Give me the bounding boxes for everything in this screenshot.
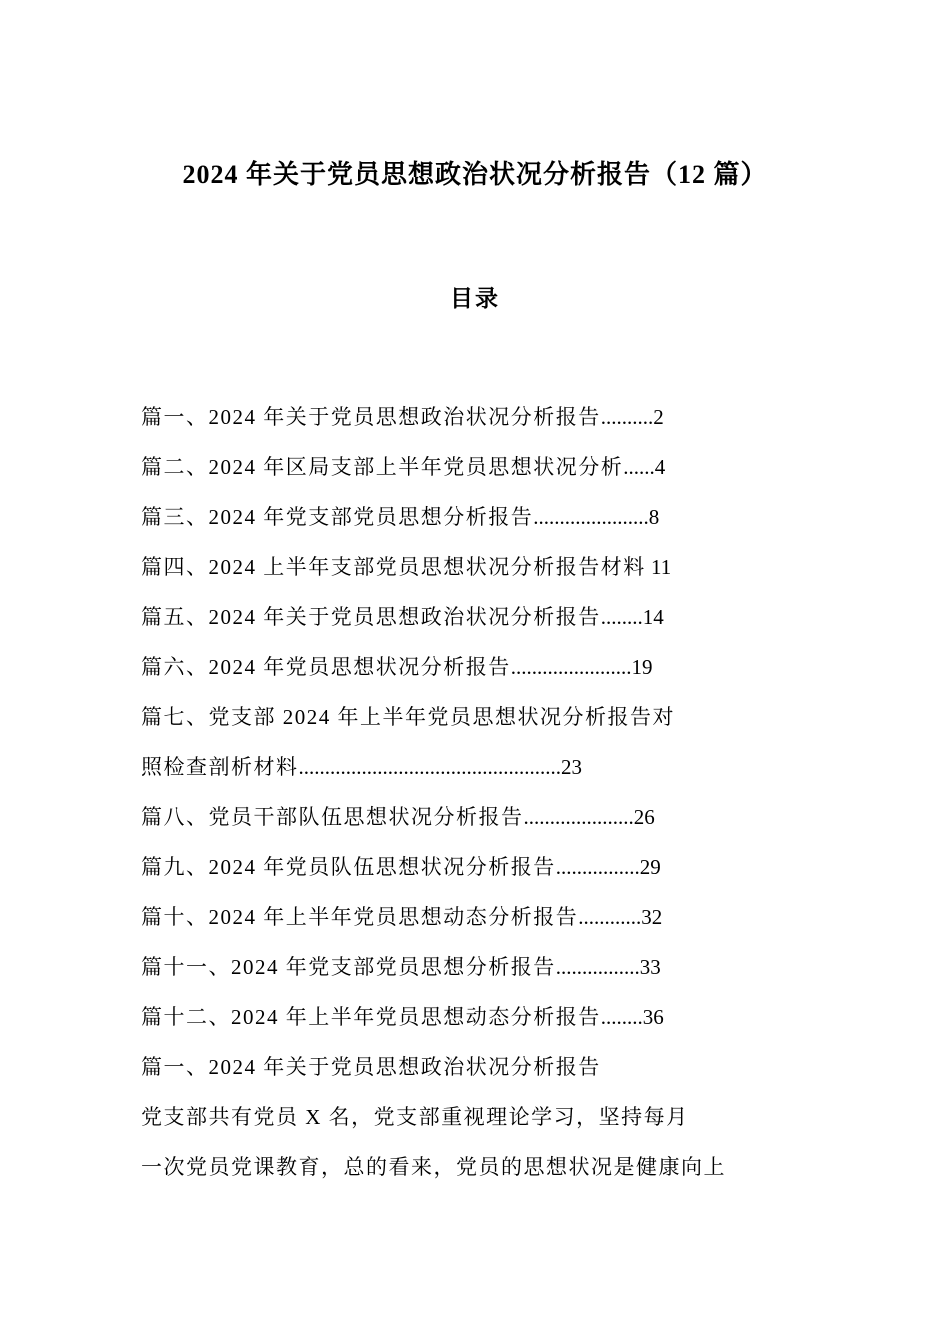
toc-entry[interactable] bbox=[141, 792, 831, 842]
document-title: 2024 年关于党员思想政治状况分析报告（12 篇） bbox=[182, 160, 768, 189]
toc-entry-page: 2 bbox=[653, 405, 664, 429]
toc-entry[interactable] bbox=[141, 442, 831, 492]
toc-entry-label: 篇十、2024 年上半年党员思想动态分析报告 bbox=[141, 905, 579, 929]
toc-heading: 目录 bbox=[450, 286, 500, 311]
toc-entry-page: 8 bbox=[648, 505, 660, 529]
toc-entry-leader: ...... bbox=[623, 455, 655, 479]
toc-entry-page: 26 bbox=[633, 805, 655, 829]
toc-entry-label: 篇一、2024 年关于党员思想政治状况分析报告 bbox=[141, 405, 601, 429]
toc-entry-leader: ................ bbox=[555, 855, 640, 879]
toc-entry[interactable] bbox=[141, 742, 831, 792]
toc-entry[interactable] bbox=[141, 992, 831, 1042]
toc-entry[interactable] bbox=[141, 492, 831, 542]
toc-entry-leader: .......... bbox=[600, 405, 654, 429]
toc-entry[interactable] bbox=[141, 392, 831, 442]
toc-entry-label: 篇十二、2024 年上半年党员思想动态分析报告 bbox=[141, 1005, 601, 1029]
toc-entry-leader: ........ bbox=[600, 605, 643, 629]
toc-entry-label: 篇四、2024 上半年支部党员思想状况分析报告材料 bbox=[141, 555, 646, 579]
toc-entry[interactable] bbox=[141, 542, 831, 592]
toc-entry-label: 篇二、2024 年区局支部上半年党员思想状况分析 bbox=[141, 455, 624, 479]
toc-entry-label: 篇三、2024 年党支部党员思想分析报告 bbox=[141, 505, 534, 529]
toc-entry-label: 篇六、2024 年党员思想状况分析报告 bbox=[141, 655, 511, 679]
toc-entry-leader: ....................... bbox=[510, 655, 632, 679]
body-text-line: 一次党员党课教育，总的看来，党员的思想状况是健康向上 bbox=[141, 1155, 726, 1179]
toc-entry-leader: ...................... bbox=[533, 505, 649, 529]
toc-entry-leader: ................ bbox=[555, 955, 640, 979]
toc-entry[interactable] bbox=[141, 642, 831, 692]
toc-entry[interactable] bbox=[141, 592, 831, 642]
toc-entry[interactable] bbox=[141, 942, 831, 992]
toc-entry-page: 19 bbox=[631, 655, 653, 679]
toc-entry-leader: .................................................. bbox=[298, 755, 561, 779]
toc-entry-page: 11 bbox=[651, 555, 672, 579]
toc-entry-label: 篇八、党员干部队伍思想状况分析报告 bbox=[141, 805, 524, 829]
section-heading: 篇一、2024 年关于党员思想政治状况分析报告 bbox=[141, 1055, 601, 1079]
toc-entry-page: 36 bbox=[642, 1005, 664, 1029]
toc-entry-label: 篇十一、2024 年党支部党员思想分析报告 bbox=[141, 955, 556, 979]
toc-entry[interactable] bbox=[141, 842, 831, 892]
toc-entry-leader: ..................... bbox=[523, 805, 634, 829]
toc-entry-leader: ........ bbox=[600, 1005, 643, 1029]
toc-entry-leader: ............ bbox=[578, 905, 642, 929]
toc-entry-label: 篇七、党支部 2024 年上半年党员思想状况分析报告对 bbox=[141, 705, 675, 729]
toc-entry-label: 照检查剖析材料 bbox=[141, 755, 299, 779]
toc-entry-page: 33 bbox=[639, 955, 661, 979]
toc-entry-label: 篇五、2024 年关于党员思想政治状况分析报告 bbox=[141, 605, 601, 629]
toc-entry[interactable] bbox=[141, 692, 831, 742]
toc-entry-page: 14 bbox=[642, 605, 664, 629]
toc-entry[interactable] bbox=[141, 892, 831, 942]
toc-entry-page: 4 bbox=[654, 455, 666, 479]
toc-entry-page: 29 bbox=[639, 855, 661, 879]
toc-entry-label: 篇九、2024 年党员队伍思想状况分析报告 bbox=[141, 855, 556, 879]
toc-entry-page: 32 bbox=[641, 905, 663, 929]
body-text-line: 党支部共有党员 X 名，党支部重视理论学习，坚持每月 bbox=[141, 1105, 689, 1129]
toc-entry-page: 23 bbox=[561, 755, 582, 779]
document-content bbox=[141, 392, 831, 1192]
